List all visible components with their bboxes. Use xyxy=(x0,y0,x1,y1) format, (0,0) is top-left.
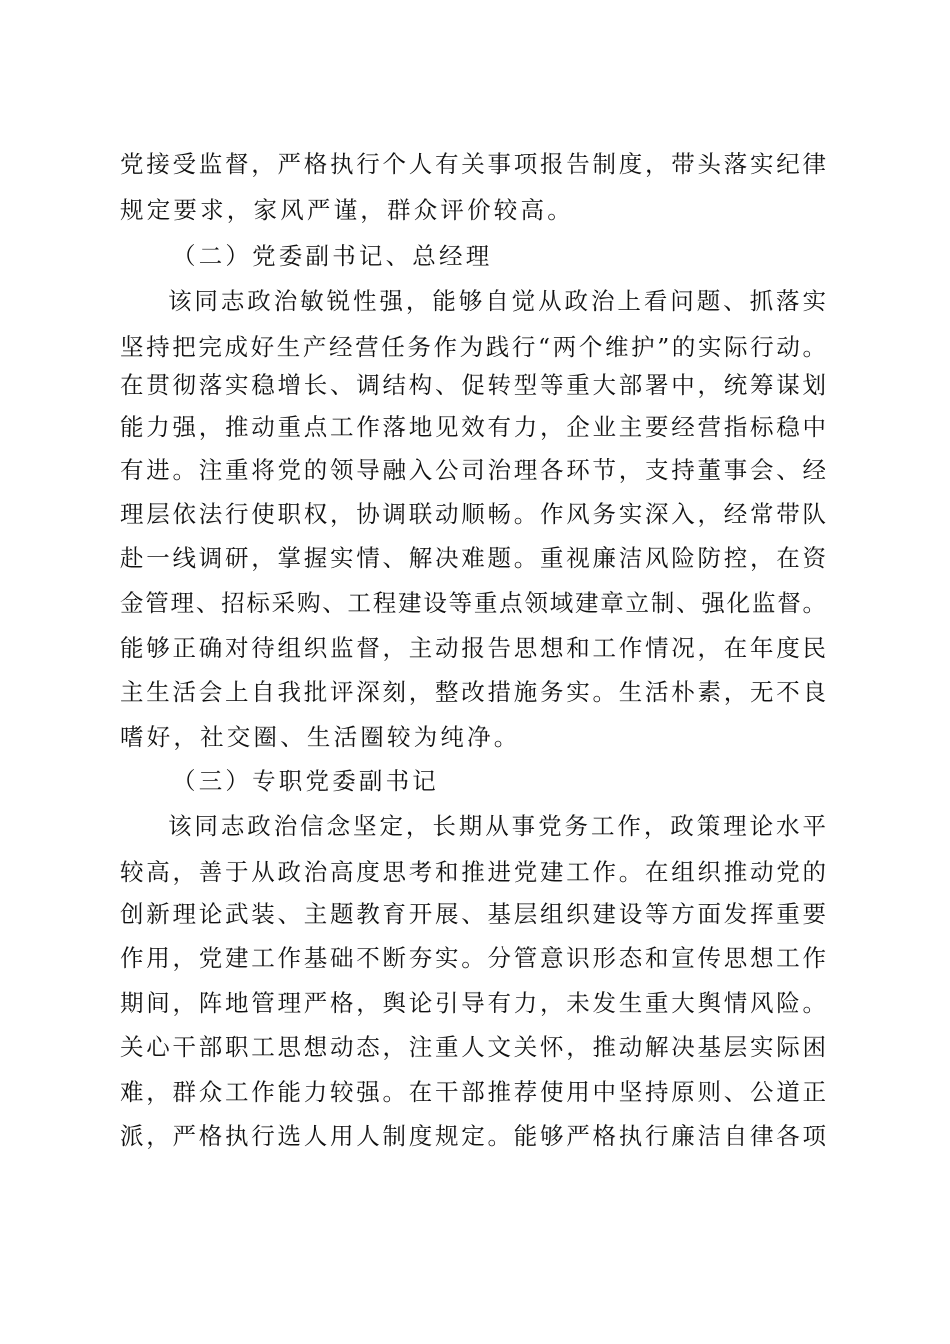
body-text-line: 该同志政治敏锐性强，能够自觉从政治上看问题、抓落实 xyxy=(168,287,826,315)
body-text-line: 较高，善于从政治高度思考和推进党建工作。在组织推动党的 xyxy=(120,858,826,886)
body-text-line: 创新理论武装、主题教育开展、基层组织建设等方面发挥重要 xyxy=(120,900,826,928)
body-text-line: 该同志政治信念坚定，长期从事党务工作，政策理论水平 xyxy=(168,812,826,840)
body-text-line: 主生活会上自我批评深刻，整改措施务实。生活朴素，无不良 xyxy=(120,678,826,706)
body-text-line: 规定要求，家风严谨，群众评价较高。 xyxy=(120,196,574,224)
body-text-line: 有进。注重将党的领导融入公司治理各环节，支持董事会、经 xyxy=(120,456,826,484)
section-heading-deputy-secretary-general-manager: （二）党委副书记、总经理 xyxy=(172,242,493,270)
body-text-line: 期间，阵地管理严格，舆论引导有力，未发生重大舆情风险。 xyxy=(120,989,826,1017)
body-text-line: 能力强，推动重点工作落地见效有力，企业主要经营指标稳中 xyxy=(120,413,826,441)
body-text-line: 赴一线调研，掌握实情、解决难题。重视廉洁风险防控，在资 xyxy=(120,544,826,572)
body-text-line: 理层依法行使职权，协调联动顺畅。作风务实深入，经常带队 xyxy=(120,500,826,528)
body-text-line: 派，严格执行选人用人制度规定。能够严格执行廉洁自律各项 xyxy=(120,1122,826,1150)
body-text-line: 在贯彻落实稳增长、调结构、促转型等重大部署中，统筹谋划 xyxy=(120,371,826,399)
body-text-line: 能够正确对待组织监督，主动报告思想和工作情况，在年度民 xyxy=(120,634,826,662)
body-text-line: 关心干部职工思想动态，注重人文关怀，推动解决基层实际困 xyxy=(120,1033,826,1061)
body-text-line: 党接受监督，严格执行个人有关事项报告制度，带头落实纪律 xyxy=(120,150,826,178)
body-text-line: 坚持把完成好生产经营任务作为践行“两个维护”的实际行动。 xyxy=(120,333,826,361)
body-text-line: 难，群众工作能力较强。在干部推荐使用中坚持原则、公道正 xyxy=(120,1078,826,1106)
section-heading-full-time-deputy-secretary: （三）专职党委副书记 xyxy=(172,767,439,795)
body-text-line: 作用，党建工作基础不断夯实。分管意识形态和宣传思想工作 xyxy=(120,944,826,972)
body-text-line: 金管理、招标采购、工程建设等重点领域建章立制、强化监督。 xyxy=(120,589,826,617)
body-text-line: 嗜好，社交圈、生活圈较为纯净。 xyxy=(120,723,521,751)
